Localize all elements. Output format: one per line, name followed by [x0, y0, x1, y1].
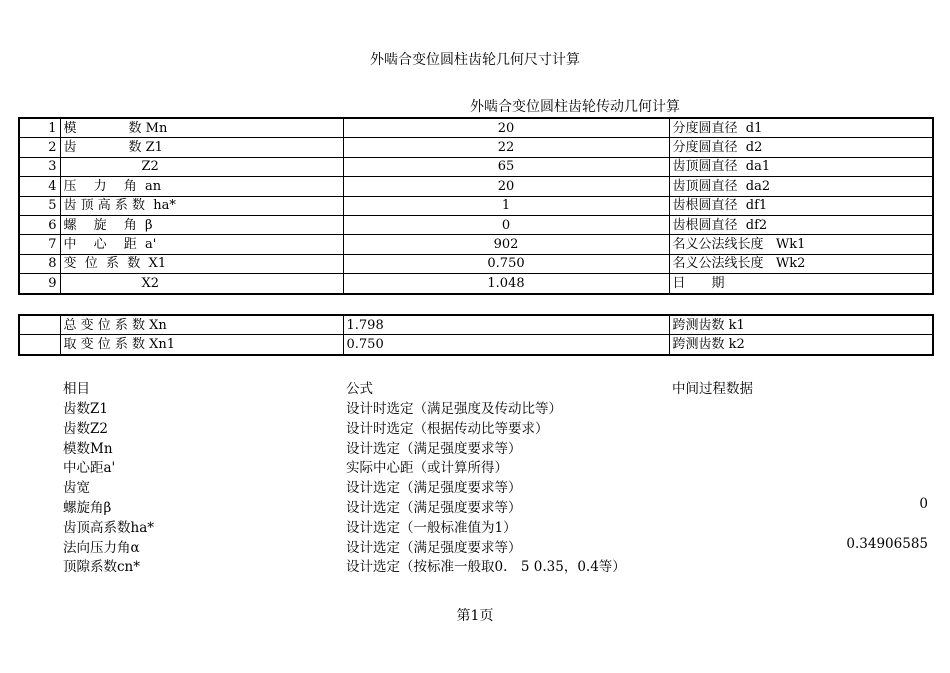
formula-data: 0: [919, 496, 928, 512]
formula-text: 设计选定（按标准一般取0. 5 0.35，0.4等）: [346, 559, 626, 576]
param-row: [19, 254, 933, 273]
row-number: [19, 335, 60, 355]
formula-item: 齿宽: [63, 480, 90, 497]
formula-item: 螺旋角β: [63, 500, 112, 516]
row-number: 9: [19, 274, 60, 294]
param-value[interactable]: 20: [343, 118, 669, 138]
result-label: 齿顶圆直径 da1: [669, 157, 933, 176]
param-name: 变 位 系 数 X1: [60, 254, 343, 273]
result-label: 齿根圆直径 df2: [669, 215, 933, 234]
summary-table: [18, 314, 934, 356]
formula-item: 齿数Z2: [63, 420, 108, 437]
summary-row: [19, 335, 933, 355]
row-number: 2: [19, 138, 60, 157]
param-name: 压 力 角 an: [60, 177, 343, 196]
param-row: [19, 177, 933, 196]
param-row: [19, 274, 933, 294]
summary-value[interactable]: 1.798: [343, 315, 669, 335]
formula-text: 设计时选定（满足强度及传动比等）: [346, 401, 562, 417]
param-name: 齿 数 Z1: [60, 138, 343, 157]
param-value[interactable]: 902: [343, 235, 669, 254]
formula-text: 实际中心距（或计算所得）: [346, 460, 508, 477]
summary-result: 跨测齿数 k1: [669, 315, 933, 335]
result-label: 分度圆直径 d2: [669, 138, 933, 157]
param-name: 齿 顶 高 系 数 ha*: [60, 196, 343, 215]
item-header: 相目: [63, 381, 90, 397]
table-title: 外啮合变位圆柱齿轮传动几何计算: [470, 99, 680, 115]
row-number: 3: [19, 157, 60, 176]
param-row: [19, 196, 933, 215]
param-value[interactable]: 20: [343, 177, 669, 196]
result-label: 名义公法线长度 Wk1: [669, 235, 933, 254]
page-title: 外啮合变位圆柱齿轮几何尺寸计算: [370, 52, 580, 68]
row-number: 7: [19, 235, 60, 254]
formula-header: 公式: [346, 381, 373, 397]
row-number: 1: [19, 118, 60, 138]
param-row: [19, 157, 933, 176]
result-label: 齿顶圆直径 da2: [669, 177, 933, 196]
param-row: [19, 215, 933, 234]
param-name: 中 心 距 a': [60, 235, 343, 254]
result-label: 分度圆直径 d1: [669, 118, 933, 138]
param-name: 螺 旋 角 β: [60, 215, 343, 234]
param-name: Z2: [60, 157, 343, 176]
param-row: [19, 235, 933, 254]
summary-value[interactable]: 0.750: [343, 335, 669, 355]
formula-text: 设计时选定（根据传动比等要求）: [346, 420, 549, 437]
formula-data: 0.34906585: [846, 535, 928, 552]
param-value[interactable]: 22: [343, 138, 669, 157]
row-number: 5: [19, 196, 60, 215]
data-header: 中间过程数据: [672, 381, 753, 397]
summary-name: 取 变 位 系 数 Xn1: [60, 335, 343, 355]
row-number: 8: [19, 254, 60, 273]
formula-text: 设计选定（满足强度要求等）: [346, 480, 522, 497]
result-label: 名义公法线长度 Wk2: [669, 254, 933, 273]
page-number: 第1页: [456, 608, 494, 624]
row-number: 6: [19, 215, 60, 234]
param-value[interactable]: 0.750: [343, 254, 669, 273]
formula-text: 设计选定（满足强度要求等）: [346, 440, 522, 457]
param-value[interactable]: 1.048: [343, 274, 669, 294]
param-row: [19, 138, 933, 157]
result-label: 日 期: [669, 274, 933, 294]
formula-item: 齿顶高系数ha*: [63, 519, 154, 536]
param-row: [19, 118, 933, 138]
formula-text: 设计选定（满足强度要求等）: [346, 500, 522, 516]
param-name: X2: [60, 274, 343, 294]
formula-text: 设计选定（一般标准值为1）: [346, 519, 517, 536]
formula-item: 模数Mn: [63, 440, 113, 457]
result-label: 齿根圆直径 df1: [669, 196, 933, 215]
formula-text: 设计选定（满足强度要求等）: [346, 539, 522, 556]
summary-row: [19, 315, 933, 335]
param-value[interactable]: 0: [343, 215, 669, 234]
param-name: 模 数 Mn: [60, 118, 343, 138]
formula-item: 齿数Z1: [63, 401, 108, 417]
summary-result: 跨测齿数 k2: [669, 335, 933, 355]
param-value[interactable]: 65: [343, 157, 669, 176]
formula-item: 中心距a': [63, 460, 116, 477]
param-value[interactable]: 1: [343, 196, 669, 215]
summary-name: 总 变 位 系 数 Xn: [60, 315, 343, 335]
formula-item: 顶隙系数cn*: [63, 559, 141, 576]
parameter-table: [18, 117, 934, 295]
row-number: [19, 315, 60, 335]
formula-item: 法向压力角α: [63, 539, 140, 556]
row-number: 4: [19, 177, 60, 196]
